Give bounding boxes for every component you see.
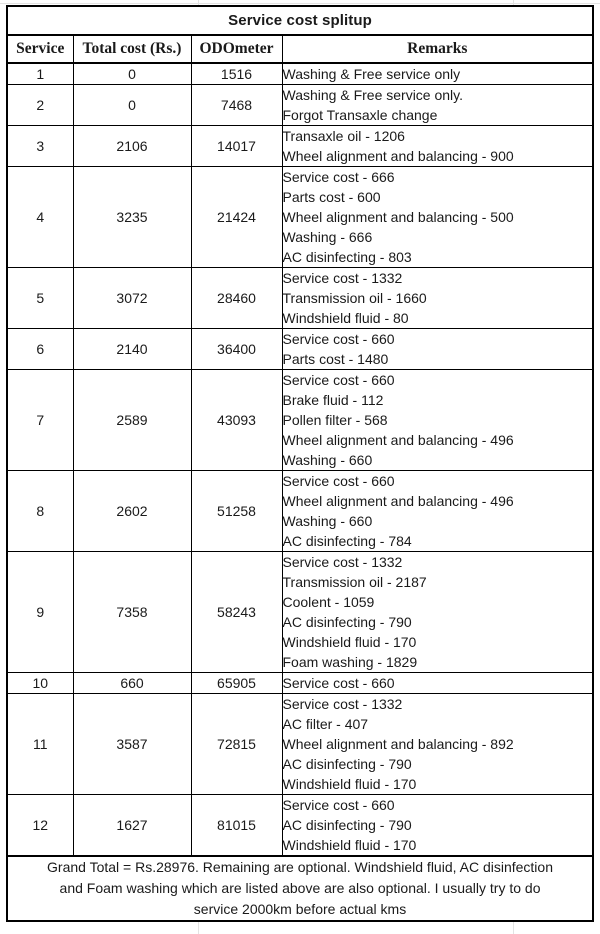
cell-odometer: 58243 — [191, 552, 282, 673]
cell-odometer: 81015 — [191, 795, 282, 857]
remark-line: Wheel alignment and balancing - 496 — [282, 493, 514, 509]
cell-remarks — [282, 552, 593, 673]
cell-remarks — [282, 370, 593, 471]
remark-line: Washing - 660 — [282, 452, 373, 468]
cell-total-cost: 3587 — [73, 694, 191, 795]
table-title-row — [7, 6, 593, 35]
grand-total-row — [7, 856, 593, 921]
remark-line: Service cost - 660 — [282, 797, 395, 813]
remark-line: AC disinfecting - 790 — [282, 756, 412, 772]
remark-line: Service cost - 660 — [282, 473, 395, 489]
cell-service: 8 — [7, 471, 73, 552]
cell-remarks — [282, 795, 593, 857]
table-row — [7, 694, 593, 795]
column-header-remarks: Remarks — [282, 35, 593, 63]
remark-line: Windshield fluid - 170 — [282, 776, 417, 792]
cell-remarks — [282, 329, 593, 370]
grand-total-line: Grand Total = Rs.28976. Remaining are optional. Windshield fluid, AC disinfection — [47, 859, 553, 875]
cell-odometer: 65905 — [191, 673, 282, 694]
remark-line: Brake fluid - 112 — [282, 392, 384, 408]
table-row — [7, 329, 593, 370]
table-row — [7, 268, 593, 329]
remark-line: Service cost - 666 — [282, 169, 395, 185]
remark-line: Coolent - 1059 — [282, 594, 375, 610]
cell-remarks — [282, 673, 593, 694]
cell-remarks — [282, 126, 593, 167]
remark-line: Washing & Free service only. — [282, 87, 464, 103]
table-footer-body — [7, 856, 593, 921]
remark-line: Service cost - 660 — [282, 675, 395, 691]
column-header-odometer: ODOmeter — [191, 35, 282, 63]
cell-service: 11 — [7, 694, 73, 795]
table-row — [7, 167, 593, 268]
cell-odometer: 21424 — [191, 167, 282, 268]
remark-line: AC disinfecting - 790 — [282, 614, 412, 630]
cell-service: 4 — [7, 167, 73, 268]
cell-total-cost: 2140 — [73, 329, 191, 370]
cell-total-cost: 3235 — [73, 167, 191, 268]
remark-line: Pollen filter - 568 — [282, 412, 388, 428]
cell-service: 7 — [7, 370, 73, 471]
remark-line: Service cost - 660 — [282, 331, 395, 347]
table-header-row — [7, 35, 593, 63]
remark-line: Wheel alignment and balancing - 496 — [282, 432, 514, 448]
cell-service: 10 — [7, 673, 73, 694]
remark-line: Transaxle oil - 1206 — [282, 128, 405, 144]
remark-line: Wheel alignment and balancing - 500 — [282, 209, 514, 225]
remark-line: AC disinfecting - 803 — [282, 249, 412, 265]
column-header-total-cost: Total cost (Rs.) — [73, 35, 191, 63]
remark-line: Parts cost - 600 — [282, 189, 381, 205]
cell-service: 2 — [7, 85, 73, 126]
remark-line: Service cost - 1332 — [282, 696, 403, 712]
cell-service: 9 — [7, 552, 73, 673]
table-row — [7, 795, 593, 857]
table-row — [7, 370, 593, 471]
remark-line: Forgot Transaxle change — [282, 107, 438, 123]
cell-remarks — [282, 268, 593, 329]
cell-odometer: 51258 — [191, 471, 282, 552]
remark-line: AC disinfecting - 790 — [282, 817, 412, 833]
service-cost-table — [6, 5, 594, 922]
remark-line: Washing - 660 — [282, 513, 373, 529]
cell-odometer: 28460 — [191, 268, 282, 329]
cell-remarks — [282, 63, 593, 85]
service-cost-table-wrapper — [6, 5, 594, 922]
grand-total-line: and Foam washing which are listed above are also optional. I usually try to do — [59, 880, 541, 896]
cell-remarks — [282, 167, 593, 268]
table-row — [7, 63, 593, 85]
remark-line: Service cost - 1332 — [282, 270, 403, 286]
table-row — [7, 552, 593, 673]
table-row — [7, 673, 593, 694]
cell-service: 5 — [7, 268, 73, 329]
cell-total-cost: 1627 — [73, 795, 191, 857]
cell-service: 3 — [7, 126, 73, 167]
grand-total-line: service 2000km before actual kms — [193, 901, 407, 917]
table-row — [7, 471, 593, 552]
cell-remarks — [282, 85, 593, 126]
remark-line: Transmission oil - 2187 — [282, 574, 427, 590]
cell-total-cost: 0 — [73, 63, 191, 85]
remark-line: Windshield fluid - 80 — [282, 310, 409, 326]
cell-service: 1 — [7, 63, 73, 85]
remark-line: Washing - 666 — [282, 229, 373, 245]
cell-odometer: 72815 — [191, 694, 282, 795]
cell-remarks — [282, 471, 593, 552]
cell-odometer: 1516 — [191, 63, 282, 85]
grand-total-note — [7, 856, 593, 921]
cell-service: 12 — [7, 795, 73, 857]
page-title: Service cost splitup — [7, 6, 593, 35]
cell-odometer: 36400 — [191, 329, 282, 370]
table-rows-body — [7, 63, 593, 856]
cell-total-cost: 0 — [73, 85, 191, 126]
cell-total-cost: 2589 — [73, 370, 191, 471]
remark-line: Service cost - 1332 — [282, 554, 403, 570]
remark-line: Foam washing - 1829 — [282, 654, 418, 670]
table-body — [7, 6, 593, 63]
table-row — [7, 126, 593, 167]
remark-line: Wheel alignment and balancing - 900 — [282, 148, 514, 164]
cell-odometer: 14017 — [191, 126, 282, 167]
remark-line: Service cost - 660 — [282, 372, 395, 388]
remark-line: Parts cost - 1480 — [282, 351, 389, 367]
remark-line: AC disinfecting - 784 — [282, 533, 412, 549]
remark-line: Windshield fluid - 170 — [282, 634, 417, 650]
remark-line: Washing & Free service only — [282, 66, 461, 82]
cell-total-cost: 2106 — [73, 126, 191, 167]
cell-odometer: 43093 — [191, 370, 282, 471]
table-row — [7, 85, 593, 126]
remark-line: Transmission oil - 1660 — [282, 290, 427, 306]
cell-total-cost: 7358 — [73, 552, 191, 673]
cell-total-cost: 660 — [73, 673, 191, 694]
cell-odometer: 7468 — [191, 85, 282, 126]
cell-total-cost: 3072 — [73, 268, 191, 329]
remark-line: Wheel alignment and balancing - 892 — [282, 736, 514, 752]
cell-total-cost: 2602 — [73, 471, 191, 552]
cell-remarks — [282, 694, 593, 795]
remark-line: Windshield fluid - 170 — [282, 837, 417, 853]
remark-line: AC filter - 407 — [282, 716, 369, 732]
column-header-service: Service — [7, 35, 73, 63]
cell-service: 6 — [7, 329, 73, 370]
